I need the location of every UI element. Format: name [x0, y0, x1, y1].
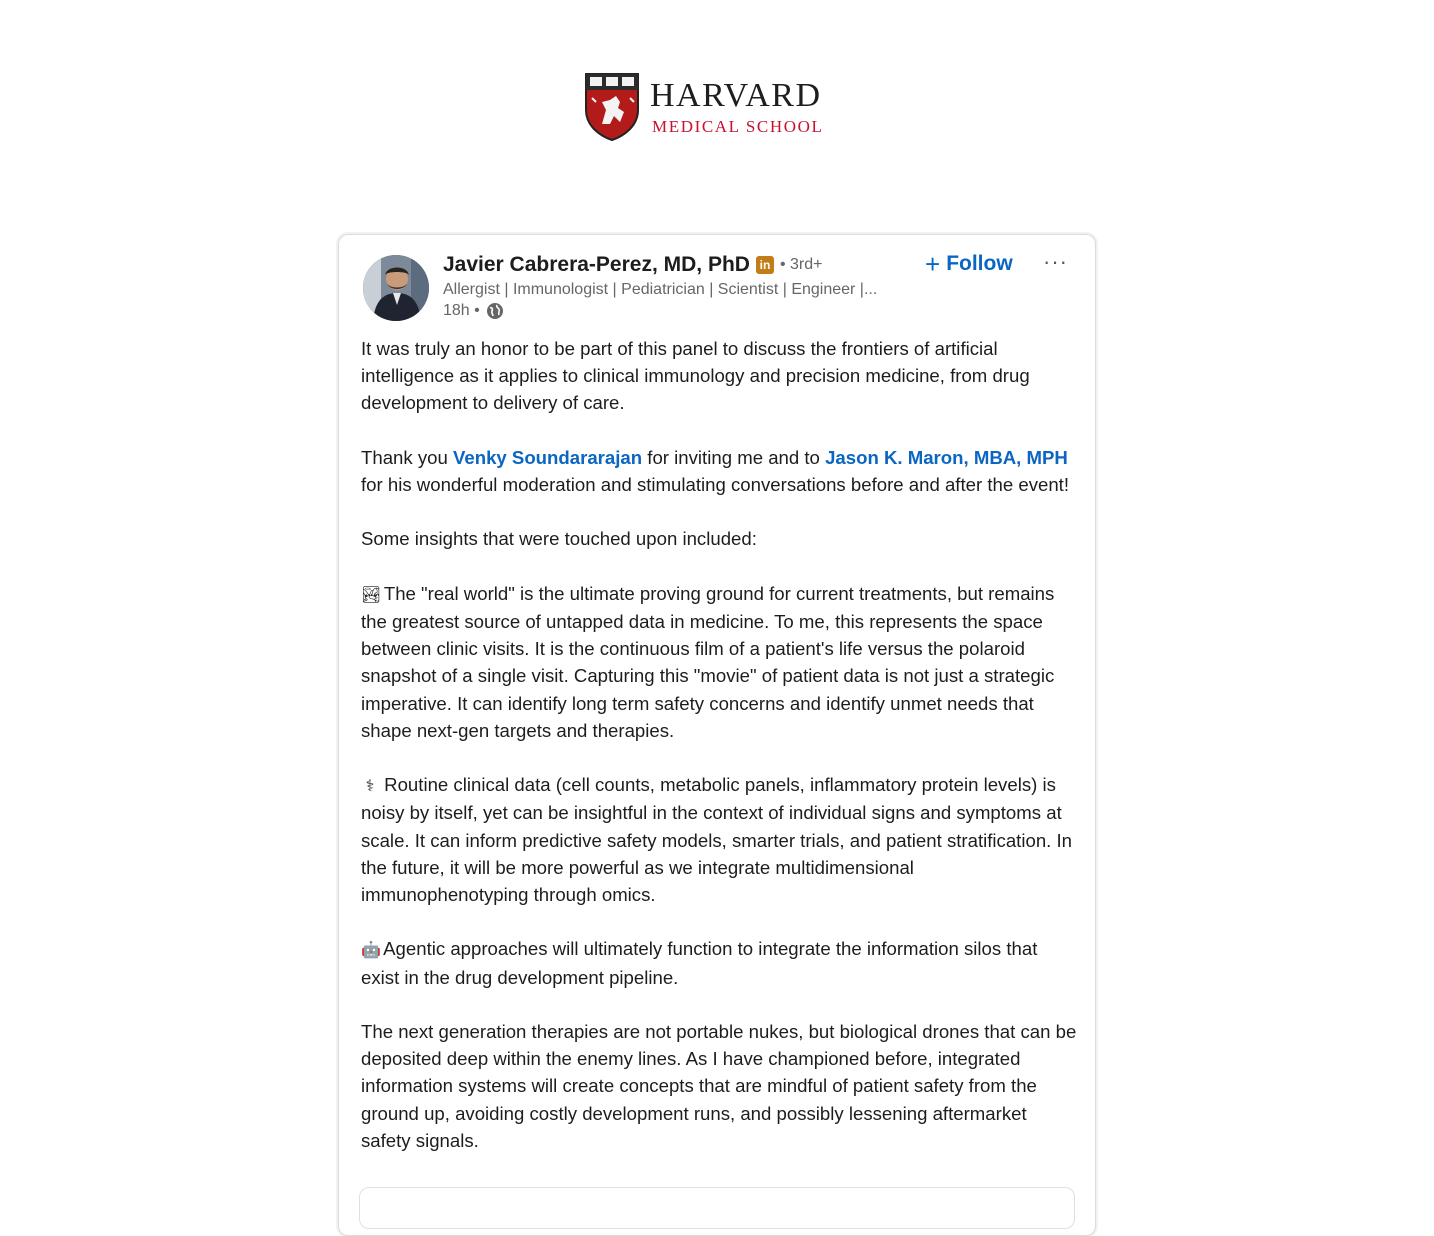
robot-icon: 🤖: [361, 940, 381, 960]
harvard-medical-school-logo: [584, 72, 823, 142]
thanks-text-b: for inviting me and to: [642, 446, 826, 468]
medical-symbol-icon: ⚕: [365, 776, 375, 796]
paragraph-real-world: [361, 580, 1077, 744]
paragraph-thanks: [361, 444, 1077, 498]
author-name[interactable]: Javier Cabrera-Perez, MD, PhD: [443, 253, 750, 276]
avatar[interactable]: [363, 255, 429, 321]
thanks-text-c: for his wonderful moderation and stimulating conversations before and after the event!: [361, 474, 1070, 495]
globe-icon: [486, 302, 504, 320]
thanks-text-a: Thank you: [361, 446, 453, 468]
post-time: 18h •: [443, 302, 480, 319]
logo-title: HARVARD: [650, 77, 822, 114]
paragraph-agentic: [361, 935, 1077, 990]
avatar-photo-icon: [363, 255, 429, 321]
paragraph-insights-heading: Some insights that were touched upon included:: [361, 528, 757, 550]
author-info: [443, 253, 923, 320]
post-card: [338, 234, 1096, 1236]
paragraph-next-generation: The next generation therapies are not portable nukes, but biological drones that can be deposited deep within the enemy lines. As I have championed before, integrated information systems will create concepts that are mindful of patient safety from the ground up, avoiding costly development runs, and possibly lessening aftermarket safety signals.: [361, 1020, 1077, 1151]
connection-degree: • 3rd+: [779, 256, 823, 273]
follow-label: Follow: [946, 252, 1013, 275]
clinical-data-text: Routine clinical data (cell counts, metabolic panels, inflammatory protein levels) is noisy by itself, yet can be insightful in the context of individual signs and symptoms at scale. It can inform predictive safety models, smarter trials, and patient stratification. In the future, it will be more powerful as we integrate multidimensional immunophenotyping through omics.: [361, 774, 1072, 905]
linkedin-premium-icon: in: [756, 256, 774, 274]
post-media-preview[interactable]: [359, 1187, 1075, 1229]
real-world-text: The "real world" is the ultimate proving ground for current treatments, but remains the greatest source of untapped data in medicine. To me, this represents the space between clinic visits. It is the continuous film of a patient's life versus the polaroid snapshot of a single visit. Capturing this "movie" of patient data is not just a strategic imperative. It can identify long term safety concerns and identify unmet needs that shape next-gen targets and therapies.: [361, 582, 1055, 741]
paragraph-clinical-data: [361, 771, 1077, 908]
plus-icon: +: [925, 249, 941, 279]
follow-button[interactable]: [925, 251, 1013, 277]
harvard-shield-icon: [584, 72, 640, 142]
paragraph-intro: It was truly an honor to be part of this panel to discuss the frontiers of artificial intelligence as it applies to clinical immunology and precision medicine, from drug development to delivery of care.: [361, 338, 1030, 414]
more-options-icon[interactable]: ···: [1043, 249, 1068, 274]
author-headline: Allergist | Immunologist | Pediatrician | Scientist | Engineer |...: [443, 281, 878, 298]
mention-jason[interactable]: Jason K. Maron, MBA, MPH: [825, 446, 1068, 468]
logo-subtitle: MEDICAL SCHOOL: [652, 117, 824, 136]
mention-venky[interactable]: Venky Soundararajan: [453, 446, 643, 468]
post-body: [361, 335, 1077, 1181]
landscape-icon: 🏞: [361, 584, 382, 604]
agentic-text: Agentic approaches will ultimately function to integrate the information silos that exist in the drug development pipeline.: [361, 938, 1038, 988]
